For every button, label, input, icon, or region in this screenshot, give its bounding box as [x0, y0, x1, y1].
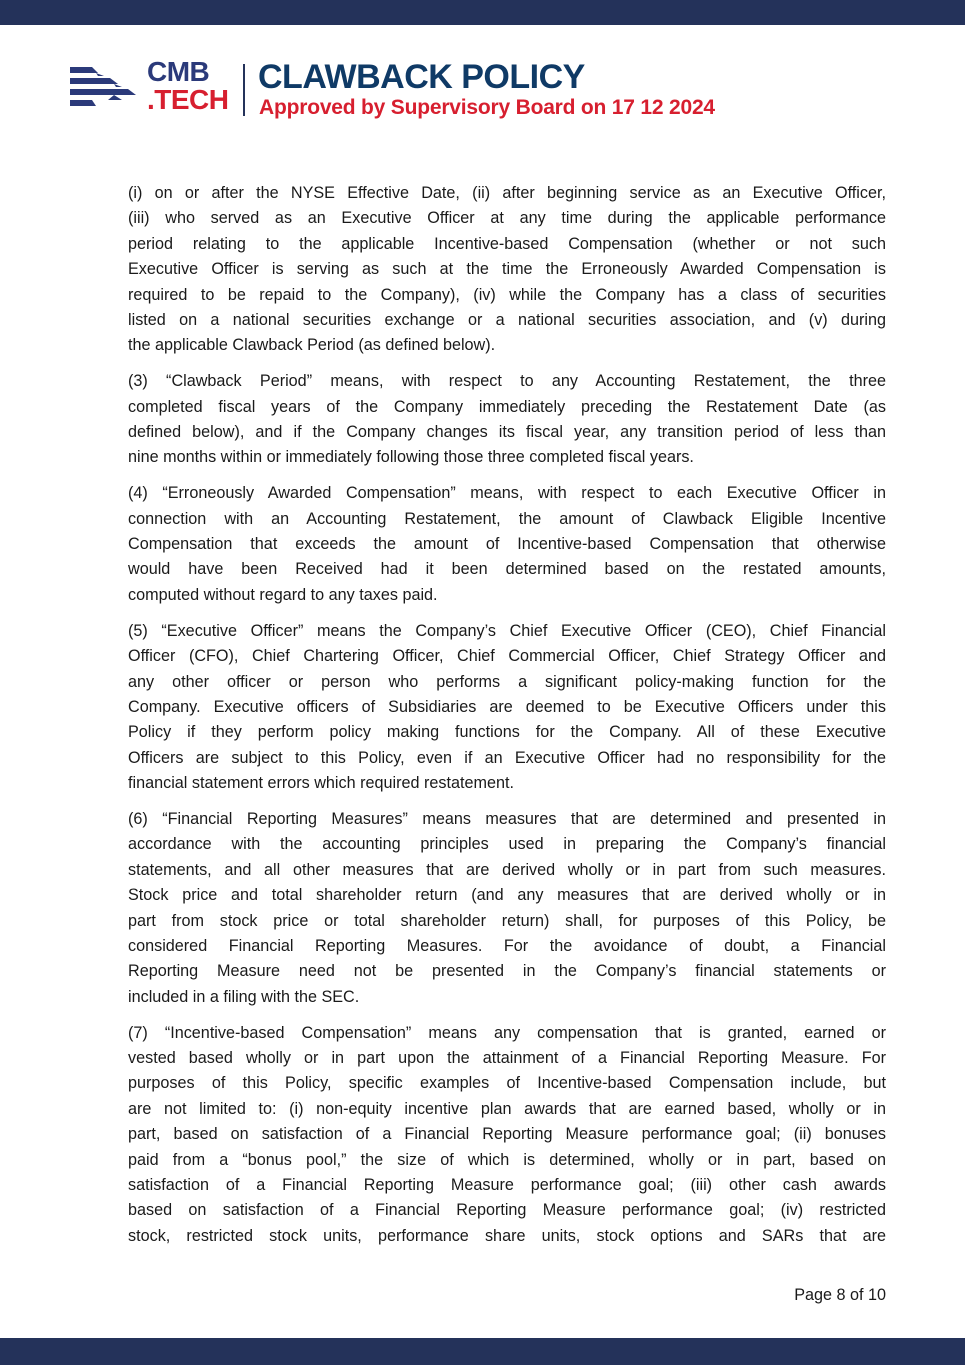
- text-line: (6) “Financial Reporting Measures” means measures that are determined and presented in: [128, 809, 886, 828]
- text-line: accordance with the accounting principles used in preparing the Company’s financial: [128, 835, 886, 854]
- page-number: Page 8 of 10: [794, 1286, 886, 1304]
- text-line: financial statement errors which required restatement.: [128, 774, 514, 793]
- text-line: part, based on satisfaction of a Financial Reporting Measure performance goal; (ii) bonuses: [128, 1125, 886, 1144]
- text-line: completed fiscal years of the Company immediately preceding the Restatement Date (as: [128, 397, 886, 416]
- text-line: any other officer or person who performs a significant policy-making function for the: [128, 672, 886, 691]
- header-divider: [243, 64, 245, 116]
- text-line: Stock price and total shareholder return (and any measures that are derived wholly or in: [128, 886, 886, 905]
- text-line: (i) on or after the NYSE Effective Date, (ii) after beginning service as an Executive Officer,: [128, 184, 886, 202]
- text-line: (4) “Erroneously Awarded Compensation” means, with respect to each Executive Officer in: [128, 484, 886, 503]
- text-line: paid from a “bonus pool,” the size of which is determined, wholly or in part, based on: [128, 1150, 886, 1169]
- text-line: Compensation that exceeds the amount of Incentive-based Compensation that otherwise: [128, 535, 886, 554]
- paragraph: [128, 807, 886, 1010]
- text-line: Company. Executive officers of Subsidiaries are deemed to be Executive Officers under this: [128, 697, 886, 716]
- text-line: purposes of this Policy, specific examples of Incentive-based Compensation include, but: [128, 1074, 886, 1093]
- text-line: nine months within or immediately following those three completed fiscal years.: [128, 448, 694, 467]
- text-line: the applicable Clawback Period (as defined below).: [128, 336, 496, 355]
- cmb-tech-logo-icon: [70, 64, 136, 108]
- document-subtitle: Approved by Supervisory Board on 17 12 2024: [259, 96, 715, 119]
- text-line: Executive Officer is serving as such at the time the Erroneously Awarded Compensation is: [128, 260, 886, 279]
- text-line: are not limited to: (i) non-equity incentive plan awards that are earned based, wholly or in: [128, 1099, 886, 1118]
- text-line: vested based wholly or in part upon the attainment of a Financial Reporting Measure. For: [128, 1049, 886, 1067]
- text-line: Policy if they perform policy making functions for the Company. All of these Executive: [128, 723, 886, 742]
- text-line: satisfaction of a Financial Reporting Measure performance goal; (iii) other cash awards: [128, 1175, 886, 1194]
- text-line: (7) “Incentive-based Compensation” means any compensation that is granted, earned or: [128, 1023, 886, 1042]
- text-line: connection with an Accounting Restatement, the amount of Clawback Eligible Incentive: [128, 509, 886, 528]
- brand-line-1: CMB: [147, 56, 210, 87]
- text-line: Officer (CFO), Chief Chartering Officer, Chief Commercial Officer, Chief Strategy Officer and: [128, 647, 886, 666]
- text-line: considered Financial Reporting Measures. For the avoidance of doubt, a Financial: [128, 936, 886, 955]
- brand-wordmark: [147, 58, 229, 114]
- text-line: Reporting Measure need not be presented in the Company’s financial statements or: [128, 962, 886, 981]
- document-body: [128, 181, 886, 1260]
- text-line: defined below), and if the Company changes its fiscal year, any transition period of less than: [128, 423, 886, 442]
- text-line: (5) “Executive Officer” means the Company’s Chief Executive Officer (CEO), Chief Financial: [128, 621, 886, 640]
- text-line: computed without regard to any taxes paid.: [128, 585, 438, 604]
- text-line: Officers are subject to this Policy, even if an Executive Officer had no responsibility for the: [128, 748, 886, 767]
- text-line: listed on a national securities exchange or a national securities association, and (v) during: [128, 310, 886, 329]
- text-line: included in a filing with the SEC.: [128, 987, 360, 1006]
- paragraph: [128, 369, 886, 471]
- text-line: (3) “Clawback Period” means, with respect to any Accounting Restatement, the three: [128, 372, 886, 391]
- text-line: based on satisfaction of a Financial Reporting Measure performance goal; (iv) restricted: [128, 1201, 886, 1220]
- paragraph: [128, 1021, 886, 1250]
- text-line: period relating to the applicable Incentive-based Compensation (whether or not such: [128, 234, 886, 253]
- brand-line-2: .TECH: [147, 84, 229, 115]
- text-line: part from stock price or total shareholder return) shall, for purposes of this Policy, be: [128, 911, 886, 930]
- text-line: would have been Received had it been determined based on the restated amounts,: [128, 560, 886, 579]
- text-line: (iii) who served as an Executive Officer at any time during the applicable performance: [128, 209, 886, 228]
- paragraph: [128, 181, 886, 359]
- text-line: required to be repaid to the Company), (iv) while the Company has a class of securities: [128, 285, 886, 304]
- bottom-banner: [0, 1338, 965, 1365]
- top-banner: [0, 0, 965, 25]
- text-line: stock, restricted stock units, performance share units, stock options and SARs that are: [128, 1226, 886, 1245]
- text-line: statements, and all other measures that are derived wholly or in part from such measures.: [128, 860, 886, 879]
- document-title: CLAWBACK POLICY: [258, 58, 585, 96]
- paragraph: [128, 481, 886, 608]
- paragraph: [128, 619, 886, 797]
